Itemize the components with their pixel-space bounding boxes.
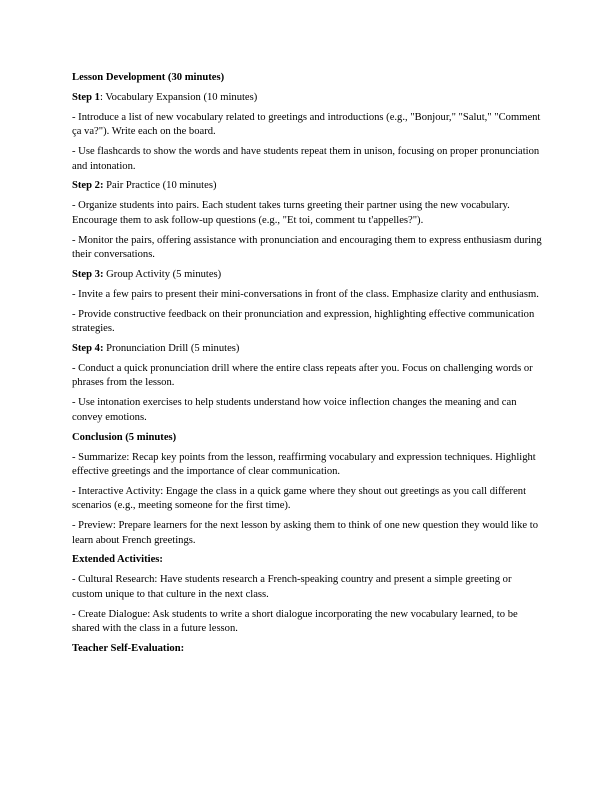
step-2-bullet: - Organize students into pairs. Each student takes turns greeting their partner using the new vocabulary. Encourage them to ask follow-up questions (e.g., "Et toi, comment tu t'appelles?"). bbox=[72, 200, 510, 226]
conclusion-item: - Interactive Activity: Engage the class in a quick game where they shout out greetings as you call different scenarios (e.g., meeting someone for the first time). bbox=[72, 485, 527, 512]
conclusion-item: - Preview: Prepare learners for the next lesson by asking them to think of one new question they would like to learn about French greetings. bbox=[72, 520, 539, 546]
step-2-label: Step 2: bbox=[72, 180, 104, 192]
step-1-label: Step 1 bbox=[72, 91, 100, 103]
step-2-heading bbox=[72, 179, 544, 193]
conclusion-item: - Summarize: Recap key points from the lesson, reaffirming vocabulary and expression techniques. Highlight effective greetings and the importance of clear communication. bbox=[72, 451, 536, 477]
extended-activities-heading: Extended Activities: bbox=[72, 554, 163, 566]
step-4-heading bbox=[72, 342, 544, 356]
step-4-title: Pronunciation Drill (5 minutes) bbox=[106, 343, 240, 355]
conclusion-heading: Conclusion (5 minutes) bbox=[72, 431, 177, 443]
extended-activity-item: - Cultural Research: Have students research a French-speaking country and present a simple greeting or custom unique to that culture in the next class. bbox=[72, 574, 512, 600]
step-3-bullet: - Invite a few pairs to present their mini-conversations in front of the class. Emphasize clarity and enthusiasm. bbox=[72, 288, 539, 300]
step-2-bullet: - Monitor the pairs, offering assistance with pronunciation and encouraging them to express enthusiasm during their conversations. bbox=[72, 234, 542, 261]
step-1-title: Vocabulary Expansion (10 minutes) bbox=[105, 91, 258, 103]
step-1-bullet: - Introduce a list of new vocabulary related to greetings and introductions (e.g., "Bonjour," "Salut," "Comment ça va?"). Write each on the board. bbox=[72, 111, 541, 138]
step-4-label: Step 4: bbox=[72, 343, 104, 355]
step-2-title: Pair Practice (10 minutes) bbox=[106, 180, 217, 192]
extended-activity-item: - Create Dialogue: Ask students to write a short dialogue incorporating the new vocabulary learned, to be shared with the class in a future lesson. bbox=[72, 608, 518, 635]
step-3-title: Group Activity (5 minutes) bbox=[106, 268, 222, 280]
step-1-heading bbox=[72, 91, 544, 105]
step-1-bullet: - Use flashcards to show the words and have students repeat them in unison, focusing on proper pronunciation and intonation. bbox=[72, 146, 540, 172]
step-3-bullet: - Provide constructive feedback on their pronunciation and expression, highlighting effective communication strategies. bbox=[72, 308, 535, 335]
document-page bbox=[72, 71, 544, 662]
lesson-development-heading: Lesson Development (30 minutes) bbox=[72, 72, 225, 83]
step-4-bullet: - Conduct a quick pronunciation drill where the entire class repeats after you. Focus on challenging words or phrases from the lesson. bbox=[72, 363, 533, 389]
step-4-bullet: - Use intonation exercises to help students understand how voice inflection changes the meaning and can convey emotions. bbox=[72, 397, 517, 423]
step-3-label: Step 3: bbox=[72, 268, 104, 280]
teacher-self-evaluation-heading: Teacher Self-Evaluation: bbox=[72, 643, 185, 654]
step-1-separator: : bbox=[99, 91, 106, 103]
step-3-heading bbox=[72, 268, 544, 282]
